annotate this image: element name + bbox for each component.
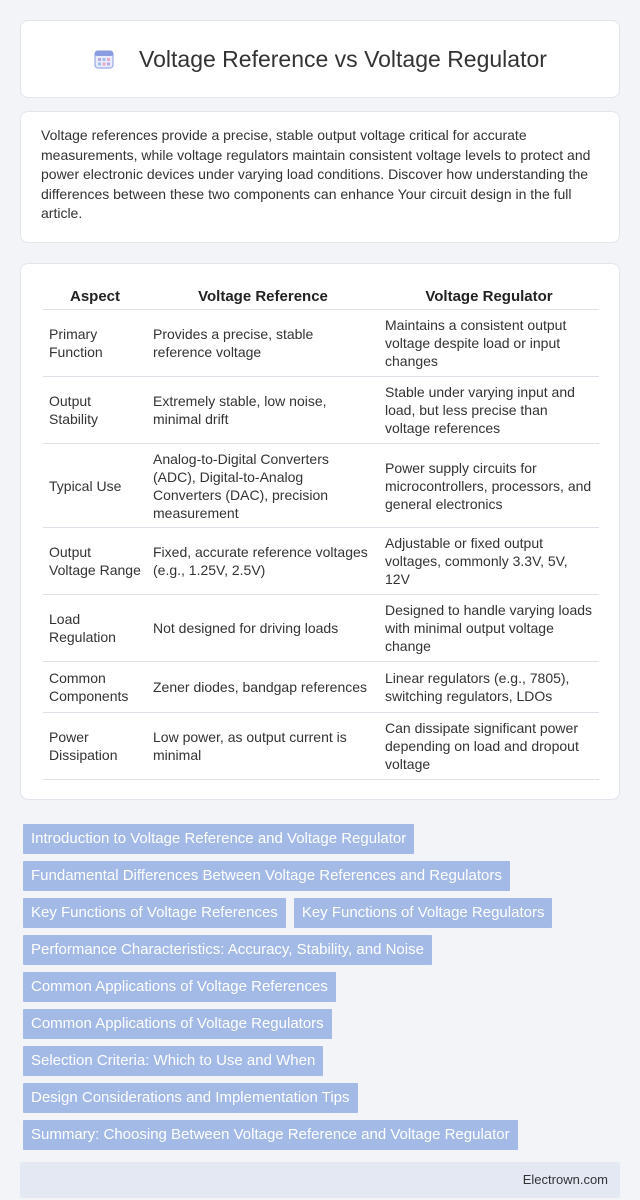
table-row bbox=[43, 662, 599, 713]
link-applications-regulators[interactable]: Common Applications of Voltage Regulators bbox=[23, 1009, 332, 1039]
title-card bbox=[20, 20, 620, 98]
cell-regulator: Power supply circuits for microcontrollers, processors, and general electronics bbox=[379, 444, 599, 528]
link-summary[interactable]: Summary: Choosing Between Voltage Reference and Voltage Regulator bbox=[23, 1120, 518, 1150]
cell-aspect: Primary Function bbox=[43, 310, 147, 377]
link-row bbox=[23, 824, 623, 854]
intro-paragraph: Voltage references provide a precise, stable output voltage critical for accurate measurements, while voltage regulators maintain consistent voltage levels to protect and power electronic devices under varying load conditions. Discover how understanding the differences between these two components can enhance Your circuit design in the full article. bbox=[41, 127, 591, 221]
cell-aspect: Output Voltage Range bbox=[43, 528, 147, 595]
footer-site-name: Electrown.com bbox=[522, 1172, 608, 1187]
article-section-links bbox=[23, 824, 623, 1157]
link-design-considerations[interactable]: Design Considerations and Implementation Tips bbox=[23, 1083, 358, 1113]
cell-aspect: Load Regulation bbox=[43, 595, 147, 662]
link-row bbox=[23, 935, 623, 965]
header-aspect: Aspect bbox=[43, 284, 147, 310]
link-row bbox=[23, 1083, 623, 1113]
cell-aspect: Typical Use bbox=[43, 444, 147, 528]
header-voltage-reference: Voltage Reference bbox=[147, 284, 379, 310]
link-introduction[interactable]: Introduction to Voltage Reference and Voltage Regulator bbox=[23, 824, 414, 854]
link-applications-references[interactable]: Common Applications of Voltage References bbox=[23, 972, 336, 1002]
page-title: Voltage Reference vs Voltage Regulator bbox=[139, 45, 547, 72]
comparison-table bbox=[43, 284, 599, 780]
link-row bbox=[23, 1120, 623, 1150]
cell-regulator: Maintains a consistent output voltage despite load or input changes bbox=[379, 310, 599, 377]
cell-aspect: Output Stability bbox=[43, 377, 147, 444]
link-row bbox=[23, 972, 623, 1002]
table-row bbox=[43, 444, 599, 528]
link-fundamental-differences[interactable]: Fundamental Differences Between Voltage References and Regulators bbox=[23, 861, 510, 891]
link-row bbox=[23, 861, 623, 891]
cell-reference: Extremely stable, low noise, minimal drift bbox=[147, 377, 379, 444]
cell-aspect: Power Dissipation bbox=[43, 713, 147, 780]
cell-aspect: Common Components bbox=[43, 662, 147, 713]
calendar-grid-icon bbox=[93, 48, 115, 70]
footer bbox=[20, 1162, 620, 1198]
cell-regulator: Linear regulators (e.g., 7805), switching regulators, LDOs bbox=[379, 662, 599, 713]
cell-reference: Fixed, accurate reference voltages (e.g., 1.25V, 2.5V) bbox=[147, 528, 379, 595]
cell-regulator: Designed to handle varying loads with minimal output voltage change bbox=[379, 595, 599, 662]
link-row bbox=[23, 898, 623, 928]
cell-regulator: Can dissipate significant power depending on load and dropout voltage bbox=[379, 713, 599, 780]
link-key-functions-regulators[interactable]: Key Functions of Voltage Regulators bbox=[294, 898, 553, 928]
table-row bbox=[43, 377, 599, 444]
comparison-table-card bbox=[20, 263, 620, 800]
cell-regulator: Adjustable or fixed output voltages, commonly 3.3V, 5V, 12V bbox=[379, 528, 599, 595]
link-key-functions-references[interactable]: Key Functions of Voltage References bbox=[23, 898, 286, 928]
link-row bbox=[23, 1009, 623, 1039]
table-row bbox=[43, 310, 599, 377]
table-row bbox=[43, 595, 599, 662]
link-selection-criteria[interactable]: Selection Criteria: Which to Use and When bbox=[23, 1046, 323, 1076]
link-performance-characteristics[interactable]: Performance Characteristics: Accuracy, Stability, and Noise bbox=[23, 935, 432, 965]
cell-regulator: Stable under varying input and load, but less precise than voltage references bbox=[379, 377, 599, 444]
table-row bbox=[43, 528, 599, 595]
cell-reference: Low power, as output current is minimal bbox=[147, 713, 379, 780]
table-row bbox=[43, 713, 599, 780]
cell-reference: Analog-to-Digital Converters (ADC), Digital-to-Analog Converters (DAC), precision measurement bbox=[147, 444, 379, 528]
table-header-row bbox=[43, 284, 599, 310]
header-voltage-regulator: Voltage Regulator bbox=[379, 284, 599, 310]
cell-reference: Not designed for driving loads bbox=[147, 595, 379, 662]
intro-card bbox=[20, 111, 620, 243]
cell-reference: Zener diodes, bandgap references bbox=[147, 662, 379, 713]
link-row bbox=[23, 1046, 623, 1076]
cell-reference: Provides a precise, stable reference voltage bbox=[147, 310, 379, 377]
